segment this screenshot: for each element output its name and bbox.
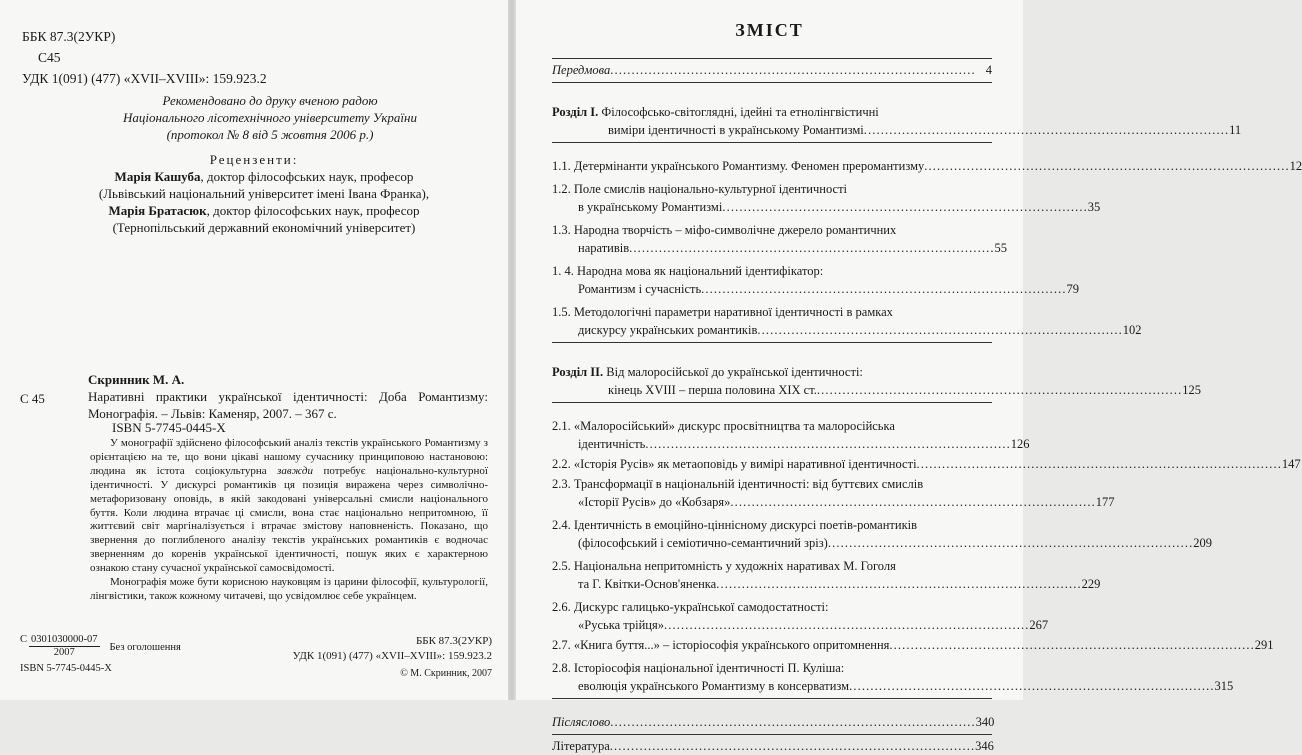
toc-entry-line xyxy=(552,493,1115,511)
toc-entry-text: еволюція українського Романтизму в консерватизм xyxy=(578,679,850,693)
toc-leader-dots xyxy=(924,157,1287,175)
annotation-paragraph xyxy=(90,437,488,576)
toc-entry-title: 2.4. Ідентичність в емоційно-ціннісному дискурсі поетів-романтиків xyxy=(552,518,918,532)
card-title xyxy=(88,386,488,422)
toc-entry[interactable] xyxy=(552,180,1101,216)
toc-entry-line xyxy=(552,534,1212,552)
toc-entry-text: Романтизм і сучасність xyxy=(578,282,702,296)
copyright: © М. Скринник, 2007 xyxy=(400,668,492,679)
toc-entry-line xyxy=(552,455,1301,473)
toc-leader-dots xyxy=(645,435,1008,453)
right-page xyxy=(516,0,1302,753)
reviewer xyxy=(44,202,484,219)
toc-entry-text: кінець XVIII – перша половина XIX ст. xyxy=(608,383,817,397)
toc-entry-title: 2.5. Національна непритомність у художніх наративах М. Гоголя xyxy=(552,559,896,573)
toc-page-number: 315 xyxy=(1214,679,1234,693)
toc-entry-line xyxy=(552,381,1202,399)
toc-title: ЗМІСТ xyxy=(735,20,804,40)
recommend-line: Національного лісотехнічного університету України xyxy=(123,110,417,125)
section-label: Розділ І. xyxy=(552,105,599,119)
fraction-denominator: 2007 xyxy=(53,647,75,658)
toc-entry[interactable] xyxy=(552,61,992,79)
toc-rule xyxy=(552,402,992,403)
toc-entry-title xyxy=(552,103,992,121)
toc-entry-text: Література xyxy=(552,739,610,753)
toc-entry[interactable] xyxy=(552,475,1115,511)
toc-page-number: 12 xyxy=(1289,159,1302,173)
toc-entry[interactable] xyxy=(552,737,992,755)
imprint-right xyxy=(230,634,492,681)
toc-entry-text: виміри ідентичності в українському Романтизмі xyxy=(608,123,864,137)
udk-code: УДК 1(091) (477) «XVII–XVIII»: 159.923.2 xyxy=(22,71,267,86)
bbk-code: ББК 87.3(2УКР) xyxy=(22,29,116,44)
reviewer-org: (Львівський національний університет імені Івана Франка), xyxy=(98,186,430,201)
bbk-block xyxy=(22,26,267,89)
toc-entry-line xyxy=(552,321,1142,339)
toc-entry[interactable] xyxy=(552,262,1080,298)
toc-rule xyxy=(552,142,992,143)
toc-entry-text: ідентичність xyxy=(578,437,646,451)
no-announcement: Без оголошення xyxy=(109,642,181,653)
toc-entry-text: в українському Романтизмі xyxy=(578,200,723,214)
toc-page-number: 147 xyxy=(1281,457,1301,471)
toc-entry-title: 1. 4. Народна мова як національний ідентифікатор: xyxy=(552,264,824,278)
toc-page-number: 291 xyxy=(1254,638,1274,652)
toc-rule xyxy=(552,698,992,699)
toc-entry-line xyxy=(552,280,1080,298)
toc-entry-line xyxy=(552,713,995,731)
toc-entry-line xyxy=(552,157,1302,175)
bottom-bbk: ББК 87.3(2УКР) xyxy=(415,635,492,647)
reviewer-name: Марія Кашуба xyxy=(114,169,201,184)
reviewers-heading: Рецензенти: xyxy=(209,152,299,167)
code-cat: С xyxy=(20,634,28,645)
toc-entry-text: «Руська трійця» xyxy=(578,618,664,632)
toc-leader-dots xyxy=(730,493,1093,511)
card-cat-code: С 45 xyxy=(20,391,45,406)
reviewers xyxy=(44,168,484,236)
toc-entry-line xyxy=(552,198,1101,216)
bottom-isbn: ISBN 5-7745-0445-X xyxy=(20,663,112,674)
toc-page-number: 346 xyxy=(975,739,994,753)
left-page xyxy=(0,0,508,700)
toc-entry-text: «Історії Русів» до «Кобзаря» xyxy=(578,495,731,509)
annotation-text: потребує національно-культурної ідентичності. У дискурсі романтиків ця позиція виражена через символічно-метафоризовану оповідь, в якій закодовані універсальні смисли національного буття. Коли людина втрачає ці смисли, вона стає національно непритомною, її життєвий світ маргіналізується і втрачає змістову наповненість. Показано, що звернення до поглибленого аналізу текстів українських романтиків є водночас зверненням до коренів української ідентичності, пошук яких є характерною ознакою стану сучасної української самосвідомості. xyxy=(90,464,488,575)
reviewer-title: , доктор філософських наук, професор xyxy=(200,169,414,184)
recommend-line: Рекомендовано до друку вченою радою xyxy=(162,93,378,108)
toc-entry-text: наративів xyxy=(578,241,630,255)
toc-page-number: 209 xyxy=(1193,536,1212,550)
toc-entry-text: дискурсу українських романтиків xyxy=(578,323,758,337)
toc-leader-dots xyxy=(610,61,984,79)
toc-page-number: 79 xyxy=(1066,282,1080,296)
toc-page-number: 267 xyxy=(1029,618,1049,632)
toc-leader-dots xyxy=(849,677,1212,695)
toc-leader-dots xyxy=(610,737,973,755)
reviewer-title: , доктор філософських наук, професор xyxy=(206,203,420,218)
toc-entry[interactable] xyxy=(552,303,1142,339)
toc-page-number: 229 xyxy=(1081,577,1101,591)
bottom-udk: УДК 1(091) (477) «XVII–XVIII»: 159.923.2 xyxy=(292,650,492,662)
toc-leader-dots xyxy=(828,534,1191,552)
toc-leader-dots xyxy=(757,321,1120,339)
toc-leader-dots xyxy=(716,575,1079,593)
toc-page-number: 35 xyxy=(1087,200,1101,214)
toc-entry-text: Післяслово xyxy=(552,715,611,729)
recommendation xyxy=(60,92,480,143)
toc-entry-title: 1.3. Народна творчість – міфо-символічне джерело романтичних xyxy=(552,223,897,237)
toc-page-number: 11 xyxy=(1229,123,1242,137)
recommend-line: (протокол № 8 від 5 жовтня 2006 р.) xyxy=(166,127,374,142)
card-title-text: Наративні практики української ідентичності: Доба Романтизму: Монографія. – Львів: Каменяр, 2007. – 367 с. xyxy=(88,389,488,421)
toc-leader-dots xyxy=(701,280,1064,298)
toc-rule xyxy=(552,58,992,59)
toc-page-number: 125 xyxy=(1182,383,1202,397)
toc-entry[interactable] xyxy=(552,598,1049,634)
card-isbn: ISBN 5-7745-0445-X xyxy=(112,420,226,435)
toc-entry[interactable] xyxy=(552,713,995,731)
book-spine xyxy=(508,0,516,700)
toc-entry-line xyxy=(552,677,1234,695)
toc-entry-text: та Г. Квітки-Основ'яненка xyxy=(578,577,717,591)
toc-page-number: 177 xyxy=(1095,495,1115,509)
toc-page-number: 340 xyxy=(975,715,995,729)
toc-entry-title: 2.6. Дискурс галицько-української самодостатності: xyxy=(552,600,829,614)
toc-entry-title: 2.8. Історіософія національної ідентичності П. Куліша: xyxy=(552,661,845,675)
toc-leader-dots xyxy=(817,381,1180,399)
toc-entry-title: 2.1. «Малоросійський» дискурс просвітництва та малоросійська xyxy=(552,419,895,433)
toc-entry[interactable] xyxy=(552,455,1301,473)
reviewer xyxy=(44,168,484,185)
card-author: Скринник М. А. xyxy=(88,372,185,387)
annotation-paragraph: Монографія може бути корисною науковцям із царини філософії, культурології, лінгвістики, також кожному читачеві, що усвідомлює себе українцем. xyxy=(90,576,488,602)
toc-entry-line xyxy=(552,121,1242,139)
toc-page-number: 4 xyxy=(985,63,992,77)
toc-entry[interactable] xyxy=(552,221,1008,257)
toc-entry[interactable] xyxy=(552,103,1242,139)
toc-entry-text: 1.1. Детермінанти українського Романтизму. Феномен преромантизму xyxy=(552,159,925,173)
toc-entry-title: 1.5. Методологічні параметри наративної ідентичності в рамках xyxy=(552,305,893,319)
toc-leader-dots xyxy=(889,636,1252,654)
toc-entry-line xyxy=(552,239,1008,257)
toc-entry[interactable] xyxy=(552,557,1101,593)
toc-leader-dots xyxy=(610,713,973,731)
toc-leader-dots xyxy=(722,198,1085,216)
toc-entry-title: 1.2. Поле смислів національно-культурної ідентичності xyxy=(552,182,848,196)
toc-entry-line xyxy=(552,575,1101,593)
toc-entry[interactable] xyxy=(552,516,1212,552)
toc-leader-dots xyxy=(917,455,1280,473)
toc-entry-title: 2.3. Трансформації в національній ідентичності: від буттєвих смислів xyxy=(552,477,924,491)
toc-entry-text: 2.2. «Історія Русів» як метаоповідь у вимірі наративної ідентичності xyxy=(552,457,917,471)
reviewer-name: Марія Братасюк xyxy=(108,203,207,218)
section-label: Розділ ІІ. xyxy=(552,365,604,379)
annotation xyxy=(90,437,488,604)
section-title: Філософсько-світоглядні, ідейні та етнолінгвістичні xyxy=(598,105,879,119)
imprint-code xyxy=(20,634,181,675)
toc-entry-text: Передмова xyxy=(552,63,611,77)
toc-entry[interactable] xyxy=(552,157,1302,175)
toc-leader-dots xyxy=(664,616,1027,634)
code-fraction xyxy=(20,634,181,659)
toc-entry-line xyxy=(552,737,992,755)
toc-entry-line xyxy=(552,61,992,79)
toc-entry-line xyxy=(552,636,1274,654)
toc-page-number: 55 xyxy=(994,241,1008,255)
toc-page-number: 126 xyxy=(1010,437,1030,451)
toc-entry[interactable] xyxy=(552,363,1202,399)
toc-leader-dots xyxy=(629,239,992,257)
toc-entry-line xyxy=(552,616,1049,634)
toc-entry-text: 2.7. «Книга буття...» – історіософія українського опритомнення xyxy=(552,638,890,652)
toc-entry[interactable] xyxy=(552,417,1030,453)
toc-leader-dots xyxy=(864,121,1227,139)
toc-rule xyxy=(552,342,992,343)
fraction xyxy=(29,634,100,659)
cat-code: С45 xyxy=(38,50,61,65)
toc-entry[interactable] xyxy=(552,636,1274,654)
reviewer-org: (Тернопільський державний економічний університет) xyxy=(112,220,416,235)
toc-page-number: 102 xyxy=(1122,323,1142,337)
toc-entry-text: (філософський і семіотично-семантичний зріз) xyxy=(578,536,828,550)
fraction-numerator: 0301030000-07 xyxy=(31,634,98,645)
toc-entry-title xyxy=(552,363,992,381)
annotation-text: У монографії здійснено філософський аналіз текстів українського Романтизму з орієнтацією на те, що вони цікаві нашому сучаснику принциповою настановою: людина як істота соціокультурна xyxy=(90,437,488,477)
toc-rule xyxy=(552,82,992,83)
section-title: Від малоросійської до української ідентичності: xyxy=(603,365,863,379)
toc-entry[interactable] xyxy=(552,659,1234,695)
toc-rule xyxy=(552,734,992,735)
annotation-emphasis: завжди xyxy=(277,464,313,477)
table-of-contents xyxy=(552,58,1302,755)
toc-entry-line xyxy=(552,435,1030,453)
